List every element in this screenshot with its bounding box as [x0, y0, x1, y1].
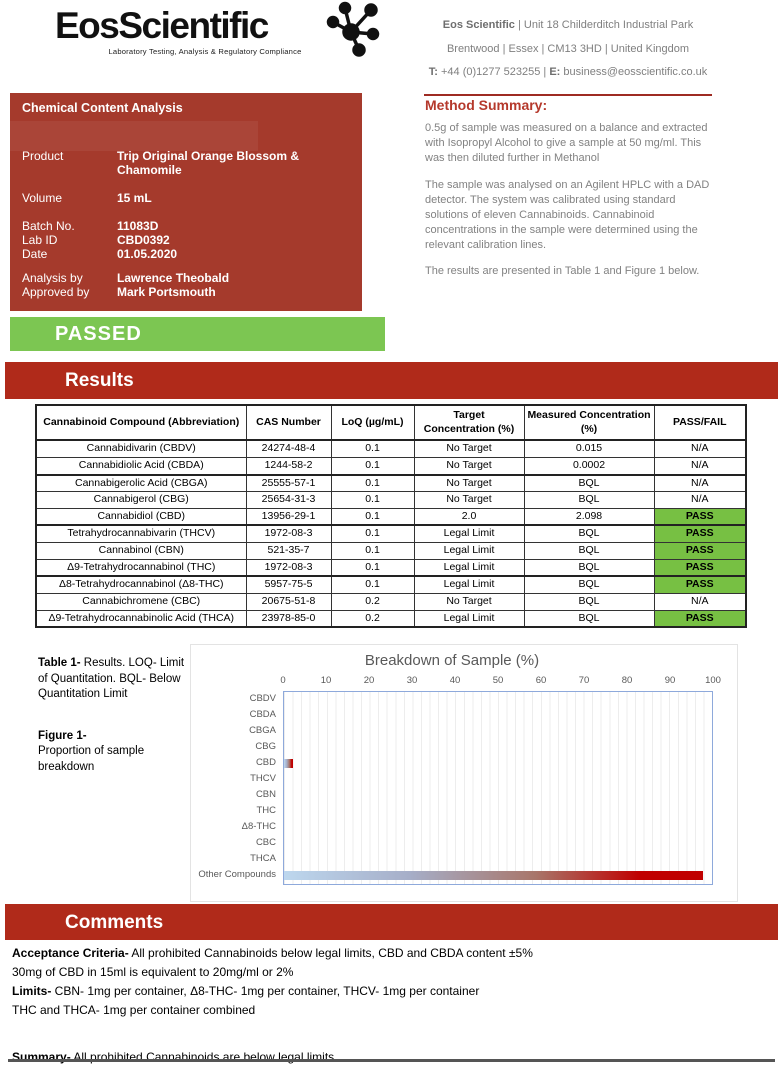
col-header-compound: Cannabinoid Compound (Abbreviation): [36, 405, 246, 440]
email-label: E:: [549, 66, 561, 79]
table-cell: 0.1: [331, 457, 414, 474]
table-cell: 25654-31-3: [246, 492, 331, 509]
table-cell: Cannabigerol (CBG): [36, 492, 246, 509]
header-divider: [424, 94, 712, 96]
table-cell: 24274-48-4: [246, 440, 331, 457]
company-name: Eos Scientific: [442, 19, 515, 31]
contact-info: [418, 14, 718, 96]
chart-bar-row: [284, 772, 712, 788]
figure-note-text: Proportion of sample breakdown: [38, 745, 145, 773]
col-header-loq: LoQ (µg/mL): [331, 405, 414, 440]
field-batch: [22, 219, 350, 233]
field-value: 15 mL: [117, 191, 152, 205]
field-product: [22, 149, 350, 177]
table-header-row: [36, 405, 746, 440]
summary-label: Summary-: [12, 1049, 71, 1064]
figure-note: [38, 729, 190, 776]
info-fields: [22, 149, 350, 299]
acceptance-criteria-line: [12, 944, 772, 963]
table-cell: 25555-57-1: [246, 475, 331, 492]
chart-bar-row: [284, 692, 712, 708]
chart-category-label: THCV: [250, 773, 276, 784]
analysis-info-box: [10, 93, 362, 311]
limits-line: [12, 982, 772, 1001]
chart-category-label: CBDV: [249, 693, 276, 704]
table-cell: BQL: [524, 492, 654, 509]
table-cell: 1972-08-3: [246, 559, 331, 576]
table-cell: Δ9-Tetrahydrocannabinol (THC): [36, 559, 246, 576]
summary-text: All prohibited Cannabinoids are below legal limits: [70, 1049, 335, 1064]
breakdown-chart: [190, 644, 738, 902]
figure-notes: [38, 656, 190, 775]
table-cell: 0.1: [331, 475, 414, 492]
results-table-body: [36, 440, 746, 627]
field-value: Trip Original Orange Blossom & Chamomile: [117, 149, 300, 177]
table-row: [36, 525, 746, 542]
pass-fail-cell: PASS: [654, 543, 746, 560]
field-label: Volume: [22, 191, 63, 205]
table-cell: 0.1: [331, 543, 414, 560]
table-cell: 1972-08-3: [246, 525, 331, 542]
summary-line: [12, 1048, 772, 1067]
chart-category-labels: [191, 691, 283, 885]
contact-line-1: [418, 14, 718, 38]
pass-fail-cell: N/A: [654, 492, 746, 509]
x-axis-tick: 50: [492, 675, 504, 686]
table-row: [36, 543, 746, 560]
table-cell: No Target: [414, 440, 524, 457]
chart-bar-row: [284, 804, 712, 820]
table-cell: Cannabigerolic Acid (CBGA): [36, 475, 246, 492]
table-cell: BQL: [524, 594, 654, 611]
table-cell: 0.2: [331, 610, 414, 627]
chart-category-label: CBN: [255, 789, 276, 800]
method-summary-heading: Method Summary:: [425, 97, 548, 113]
field-value: Lawrence Theobald: [117, 271, 230, 285]
phone-label: T:: [428, 66, 438, 79]
chart-bar-row: [284, 788, 712, 804]
pass-fail-cell: N/A: [654, 475, 746, 492]
table-cell: Cannabichromene (CBC): [36, 594, 246, 611]
table-cell: Legal Limit: [414, 559, 524, 576]
table-row: [36, 440, 746, 457]
method-paragraph: The sample was analysed on an Agilent HPLC with a DAD detector. The system was calibrated using standard solutions of eleven Cannabinoids. Cannabinoid concentrations in the sample were determined using the relevant calibration lines.: [425, 178, 710, 252]
field-approved-by: [22, 285, 350, 299]
pass-fail-cell: N/A: [654, 594, 746, 611]
field-label: Lab ID: [22, 233, 58, 247]
chart-category-label: CBG: [255, 741, 276, 752]
chart-bar-row: [284, 852, 712, 868]
x-axis-tick: 40: [449, 675, 461, 686]
pass-fail-cell: PASS: [654, 508, 746, 525]
chart-plot-area: [283, 691, 713, 885]
pass-fail-cell: N/A: [654, 457, 746, 474]
x-axis-tick: 20: [363, 675, 375, 686]
x-axis-tick: 70: [578, 675, 590, 686]
table-cell: No Target: [414, 457, 524, 474]
table-cell: BQL: [524, 610, 654, 627]
field-value: Mark Portsmouth: [117, 285, 216, 299]
chart-bar-row: [284, 740, 712, 756]
table-cell: BQL: [524, 559, 654, 576]
x-axis-tick: 10: [320, 675, 332, 686]
comment-text: All prohibited Cannabinoids below legal limits, CBD and CBDA content ±5%: [128, 946, 533, 960]
phone-number: +44 (0)1277 523255 |: [437, 66, 550, 79]
contact-line-2: Brentwood | Essex | CM13 3HD | United Kingdom: [446, 42, 690, 55]
chart-bar-row: [284, 820, 712, 836]
chart-category-label: THC: [256, 805, 276, 816]
email-address[interactable]: business@eosscientific.co.uk: [560, 66, 708, 79]
address-line: | Unit 18 Childerditch Industrial Park: [514, 19, 694, 31]
table-cell: Legal Limit: [414, 576, 524, 593]
comments-text: [12, 944, 772, 1067]
comments-section-heading: Comments: [5, 904, 778, 940]
table-cell: 1244-58-2: [246, 457, 331, 474]
field-label: Date: [22, 247, 48, 261]
field-date: [22, 247, 350, 261]
table-cell: 23978-85-0: [246, 610, 331, 627]
table-row: [36, 576, 746, 593]
pass-fail-cell: PASS: [654, 610, 746, 627]
table-row: [36, 508, 746, 525]
table-cell: 20675-51-8: [246, 594, 331, 611]
table-cell: Legal Limit: [414, 525, 524, 542]
comment-text: THC and THCA- 1mg per container combined: [12, 1002, 256, 1017]
table-cell: BQL: [524, 525, 654, 542]
chart-category-label: Other Compounds: [198, 869, 276, 880]
chart-bar-row: [284, 868, 712, 884]
comment-text: 30mg of CBD in 15ml is equivalent to 20mg/ml or 2%: [12, 964, 294, 979]
table-cell: 0.2: [331, 594, 414, 611]
table-cell: Cannabidiolic Acid (CBDA): [36, 457, 246, 474]
table-cell: 0.0002: [524, 457, 654, 474]
table-cell: 521-35-7: [246, 543, 331, 560]
field-label: Batch No.: [22, 219, 75, 233]
chart-category-label: CBDA: [249, 709, 276, 720]
x-axis-tick: 100: [705, 675, 721, 686]
results-section-heading: Results: [5, 362, 778, 399]
comment-text: CBN- 1mg per container, Δ8-THC- 1mg per container, THCV- 1mg per container: [51, 983, 480, 998]
field-value: CBD0392: [117, 233, 170, 247]
table-cell: Legal Limit: [414, 610, 524, 627]
table-row: [36, 559, 746, 576]
table-cell: No Target: [414, 594, 524, 611]
chart-title: Breakdown of Sample (%): [364, 652, 540, 669]
col-header-target: Target Concentration (%): [414, 405, 524, 440]
chart-category-label: CBD: [255, 757, 276, 768]
x-axis-tick: 0: [280, 675, 286, 686]
pass-fail-cell: PASS: [654, 559, 746, 576]
field-analysis-by: [22, 271, 350, 285]
chart-bar: [284, 871, 703, 880]
results-table: [35, 404, 747, 628]
contact-line-3: [418, 61, 718, 85]
x-axis-tick: 80: [621, 675, 633, 686]
pass-fail-cell: N/A: [654, 440, 746, 457]
table-cell: No Target: [414, 492, 524, 509]
table-note-label: Table 1-: [38, 657, 81, 669]
table-cell: 0.015: [524, 440, 654, 457]
table-note-text: Results. LOQ- Limit of Quantitation. BQL- Below Quantitation Limit: [38, 657, 185, 701]
chart-category-label: THCA: [250, 853, 276, 864]
table-cell: Cannabinol (CBN): [36, 543, 246, 560]
table-row: [36, 492, 746, 509]
x-axis-tick: 30: [406, 675, 418, 686]
method-paragraph: 0.5g of sample was measured on a balance and extracted with Isopropyl Alcohol to give a sample at 50 mg/ml. This was then diluted further in Methanol: [425, 122, 708, 165]
chart-bar-row: [284, 836, 712, 852]
table-cell: 0.1: [331, 525, 414, 542]
company-logo: [55, 6, 355, 56]
combined-limit-line: [12, 1001, 772, 1020]
chart-category-label: CBGA: [249, 725, 276, 736]
chart-bar-row: [284, 756, 712, 772]
table-cell: 0.1: [331, 559, 414, 576]
comment-lead: Acceptance Criteria-: [12, 946, 129, 960]
table-cell: 0.1: [331, 508, 414, 525]
table-cell: Tetrahydrocannabivarin (THCV): [36, 525, 246, 542]
table-cell: Cannabidivarin (CBDV): [36, 440, 246, 457]
table-cell: 13956-29-1: [246, 508, 331, 525]
figure-note-label: Figure 1-: [38, 729, 87, 742]
table-cell: Legal Limit: [414, 543, 524, 560]
x-axis-tick: 90: [664, 675, 676, 686]
table-cell: 0.1: [331, 492, 414, 509]
table-cell: Δ9-Tetrahydrocannabinolic Acid (THCA): [36, 610, 246, 627]
chart-bar-row: [284, 724, 712, 740]
table-cell: BQL: [524, 543, 654, 560]
table-cell: Δ8-Tetrahydrocannabinol (Δ8-THC): [36, 576, 246, 593]
pass-fail-cell: PASS: [654, 525, 746, 542]
table-row: [36, 610, 746, 627]
table-cell: 0.1: [331, 576, 414, 593]
field-labid: [22, 233, 350, 247]
table-cell: 2.098: [524, 508, 654, 525]
comment-lead: Limits-: [12, 983, 52, 998]
field-label: Approved by: [22, 285, 90, 299]
col-header-passfail: PASS/FAIL: [654, 405, 746, 440]
method-summary: [425, 97, 721, 291]
chart-bar: [284, 759, 293, 768]
field-value: 01.05.2020: [117, 247, 178, 261]
table-cell: Cannabidiol (CBD): [36, 508, 246, 525]
field-label: Analysis by: [22, 271, 83, 285]
table-cell: BQL: [524, 475, 654, 492]
table-row: [36, 475, 746, 492]
table-note: [38, 656, 190, 703]
info-box-title: Chemical Content Analysis: [22, 101, 183, 115]
chart-category-label: Δ8-THC: [241, 821, 276, 832]
table-row: [36, 594, 746, 611]
pass-fail-cell: PASS: [654, 576, 746, 593]
logo-text: EosScientific: [55, 5, 268, 46]
table-cell: 2.0: [414, 508, 524, 525]
info-box-inner-rect: [10, 121, 258, 151]
x-axis-tick: 60: [535, 675, 547, 686]
field-label: Product: [22, 149, 64, 163]
col-header-measured: Measured Concentration (%): [524, 405, 654, 440]
footer-divider: [8, 1059, 775, 1062]
field-value: 11083D: [117, 219, 159, 233]
table-cell: No Target: [414, 475, 524, 492]
chart-category-label: CBC: [255, 837, 276, 848]
cbd-equivalence-line: [12, 963, 772, 982]
col-header-cas: CAS Number: [246, 405, 331, 440]
logo-tagline: Laboratory Testing, Analysis & Regulatory Compliance: [108, 46, 302, 56]
table-cell: 0.1: [331, 440, 414, 457]
status-badge-passed: PASSED: [10, 317, 385, 351]
table-row: [36, 457, 746, 474]
molecule-icon: [321, 0, 383, 63]
chart-bar-row: [284, 708, 712, 724]
field-volume: [22, 191, 350, 205]
table-cell: 5957-75-5: [246, 576, 331, 593]
method-paragraph: The results are presented in Table 1 and Figure 1 below.: [425, 265, 700, 278]
chart-x-axis: [280, 674, 721, 691]
table-cell: BQL: [524, 576, 654, 593]
